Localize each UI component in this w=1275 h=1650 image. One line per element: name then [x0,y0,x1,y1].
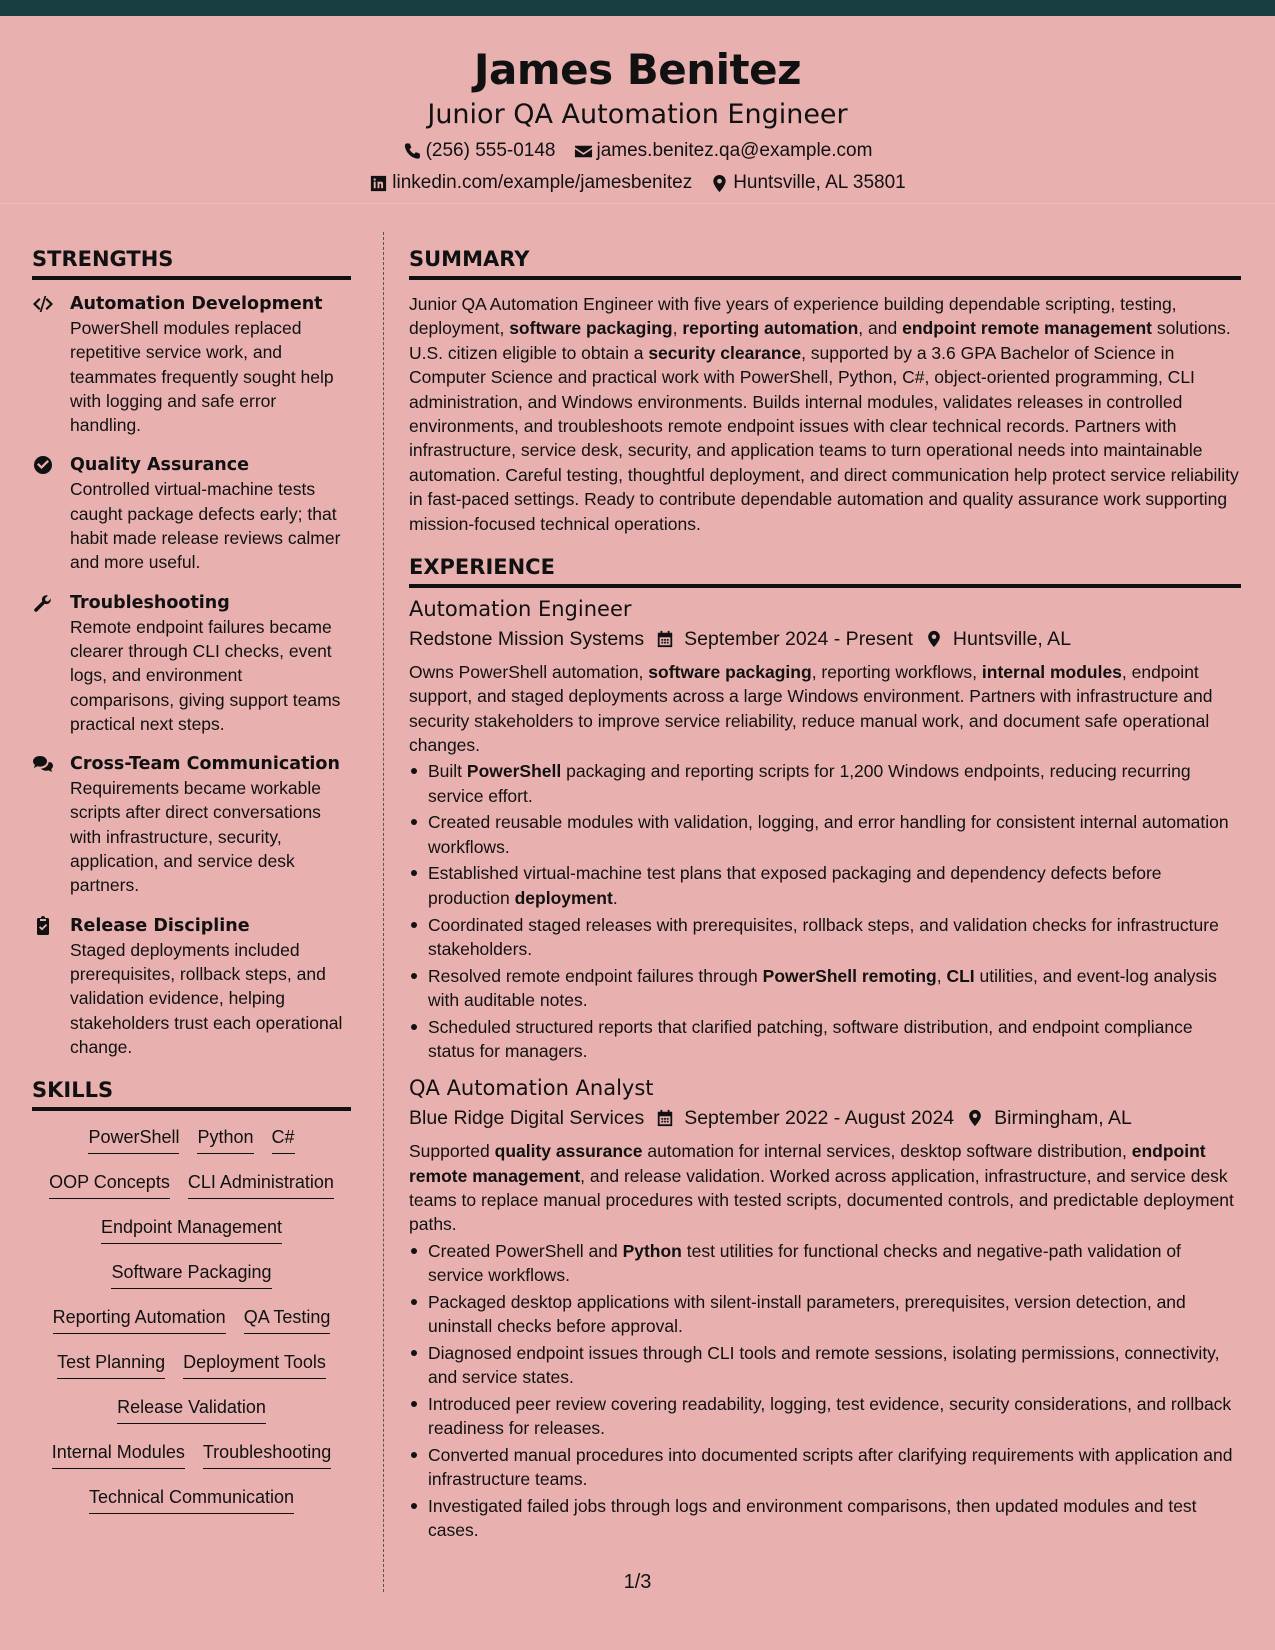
contact-email[interactable] [574,140,873,162]
job-location [925,624,1071,654]
linkedin-icon [369,174,388,193]
job-dates [656,1103,954,1133]
strength-description: PowerShell modules replaced repetitive service work, and teammates frequently sought help with logging and safe error handling. [70,318,334,436]
skills-heading: SKILLS [32,1075,351,1111]
job-bullets [409,759,1241,1063]
strength-body [70,292,351,437]
skill-tag: QA Testing [244,1305,331,1334]
bullet-item [409,759,1241,808]
skill-tag: PowerShell [88,1125,179,1154]
experience-heading: EXPERIENCE [409,552,1241,588]
text-run: , and release validation. Worked across application, infrastructure, and service desk teams to replace manual procedures with tested scripts, documented controls, and predictable deployment paths. [409,1165,1234,1235]
skill-tag: Troubleshooting [203,1440,331,1469]
text-run: packaging and reporting scripts for 1,200 Windows endpoints, reducing recurring service effort. [428,761,1191,806]
map-pin-icon [925,629,943,649]
left-column [32,244,351,1530]
skill-row [32,1440,351,1485]
skill-row [32,1215,351,1260]
emphasis-text: software packaging [509,318,673,339]
jobs-list [409,594,1241,1543]
skill-tag: Endpoint Management [101,1215,282,1244]
strength-description: Staged deployments included prerequisites, rollback steps, and validation evidence, helping stakeholders trust each operational change. [70,939,343,1057]
job-title: Automation Engineer [409,597,632,622]
strength-description: Remote endpoint failures became clearer through CLI checks, event logs, and environment comparisons, giving support teams practical next steps. [70,616,341,734]
emphasis-text: PowerShell remoting [762,965,937,986]
bullet-item [409,1239,1241,1288]
resume-header [0,16,1275,204]
skill-tag: Technical Communication [89,1485,294,1514]
strength-description: Requirements became workable scripts after direct conversations with infrastructure, security, application, and service desk partners. [70,778,321,896]
skill-row [32,1305,351,1350]
strength-title: Cross-Team Communication [70,754,340,775]
emphasis-text: quality assurance [494,1141,643,1162]
candidate-role: Junior QA Automation Engineer [427,99,848,130]
text-run: test utilities for functional checks and negative-path validation of service workflows. [428,1240,1181,1285]
job-description [409,1139,1241,1236]
phone-text: (256) 555-0148 [425,140,556,161]
skill-tag: Internal Modules [52,1440,185,1469]
location-text: Huntsville, AL 35801 [733,172,906,193]
job-meta [409,624,1241,654]
strength-title: Quality Assurance [70,455,249,476]
skill-row [32,1395,351,1440]
bullet-item [409,861,1241,910]
text-run: solutions. U.S. citizen eligible to obtain a [409,318,1231,363]
job-entry [409,594,1241,1063]
bullet-item [409,964,1241,1013]
text-run: Established virtual-machine test plans that exposed packaging and dependency defects before production [428,863,1162,908]
linkedin-text[interactable]: linkedin.com/example/jamesbenitez [392,172,693,193]
calendar-icon [656,1108,674,1128]
text-run: automation for internal services, desktop software distribution, [642,1141,1132,1162]
text-run: Investigated failed jobs through logs and environment comparisons, then updated modules and test cases. [428,1495,1197,1541]
summary-text [409,292,1241,536]
strength-body [70,591,351,736]
strength-item [32,752,351,897]
bullet-item [409,1341,1241,1390]
emphasis-text: internal modules [981,662,1122,683]
page-number: 1/3 [623,1571,652,1593]
skill-tag: Reporting Automation [53,1305,226,1334]
skill-tag: Release Validation [117,1395,266,1424]
emphasis-text: security clearance [648,342,802,363]
skill-tag: C# [272,1125,295,1154]
bullet-item [409,913,1241,962]
skill-row [32,1125,351,1170]
text-run: Coordinated staged releases with prerequisites, rollback steps, and validation checks for infrastructure stakeholders. [428,914,1219,959]
calendar-icon [656,629,674,649]
text-run: , [672,318,683,339]
job-title: QA Automation Analyst [409,1076,654,1101]
bullet-item [409,1290,1241,1339]
skill-tag: Software Packaging [111,1260,271,1289]
job-location-text: Huntsville, AL [952,628,1072,651]
candidate-name: James Benitez [473,45,802,94]
strength-title: Troubleshooting [70,592,230,613]
text-run: Built [428,761,467,782]
comments-icon [32,752,70,897]
contact-row-2 [0,172,1275,194]
bullet-item [409,1494,1241,1543]
job-location [966,1103,1132,1133]
bullet-item [409,810,1241,859]
strength-title: Release Discipline [70,915,250,936]
emphasis-text: reporting automation [682,318,859,339]
text-run: , [936,965,947,986]
skill-tag: Deployment Tools [183,1350,326,1379]
job-company: Redstone Mission Systems [409,628,645,651]
bullet-item [409,1392,1241,1441]
job-dates-text: September 2024 - Present [684,628,913,651]
strengths-list [32,292,351,1059]
envelope-icon [574,142,593,161]
emphasis-text: endpoint remote management [902,318,1152,339]
strengths-heading: STRENGTHS [32,244,351,280]
check-circle-icon [32,453,70,574]
bullet-item [409,1443,1241,1492]
strength-body [70,453,351,574]
skill-tag: Python [197,1125,253,1154]
text-run: . [612,887,618,908]
code-icon [32,292,70,437]
job-bullets [409,1239,1241,1543]
job-dates-text: September 2022 - August 2024 [684,1107,955,1130]
skill-tag: OOP Concepts [49,1170,170,1199]
email-text[interactable]: james.benitez.qa@example.com [596,140,873,161]
wrench-icon [32,591,70,736]
contact-location [710,172,906,194]
phone-icon [403,142,422,161]
summary-heading: SUMMARY [409,244,1241,280]
skill-row [32,1485,351,1530]
map-pin-icon [966,1108,984,1128]
skill-tag: CLI Administration [188,1170,334,1199]
strength-description: Controlled virtual-machine tests caught package defects early; that habit made release reviews calmer and more useful. [70,479,341,573]
text-run: Owns PowerShell automation, [409,662,649,683]
emphasis-text: software packaging [648,662,812,683]
text-run: , and [858,318,903,339]
emphasis-text: endpoint remote management [409,1141,1206,1186]
emphasis-text: deployment [514,887,613,908]
job-description [409,660,1241,757]
text-run: Introduced peer review covering readability, logging, test evidence, security considerations, and rollback readiness for releases. [428,1393,1232,1439]
skill-row [32,1170,351,1215]
column-divider [383,232,384,1592]
job-location-text: Birmingham, AL [994,1107,1132,1130]
text-run: utilities, and event-log analysis with auditable notes. [428,965,1217,1010]
emphasis-text: PowerShell [466,761,562,782]
job-company: Blue Ridge Digital Services [409,1107,645,1130]
strength-body [70,914,351,1059]
contact-phone [403,140,556,162]
skills-list [32,1123,351,1530]
job-entry [409,1073,1241,1542]
skill-tag: Test Planning [57,1350,165,1379]
text-run: Scheduled structured reports that clarified patching, software distribution, and endpoint compliance status for managers. [428,1016,1193,1062]
text-run: Created reusable modules with validation, logging, and error handling for consistent internal automation workflows. [428,812,1229,857]
text-run: Junior QA Automation Engineer with five years of experience building dependable scripting, testing, deployment, [409,294,1177,339]
job-dates [656,624,913,654]
strength-item [32,591,351,736]
bullet-item [409,1015,1241,1064]
text-run: , endpoint support, and staged deployments across a large Windows environment. Partners with infrastructure and security stakeholders to improve service reliability, reduce manual work, and document safe operational changes. [409,662,1213,755]
contact-linkedin[interactable] [369,172,692,194]
text-run: Diagnosed endpoint issues through CLI tools and remote sessions, isolating permissions, connectivity, and service states. [428,1342,1220,1387]
skill-row [32,1260,351,1305]
strength-body [70,752,351,897]
emphasis-text: CLI [946,965,975,986]
text-run: Packaged desktop applications with silent-install parameters, prerequisites, version detection, and uninstall checks before approval. [428,1291,1186,1336]
strength-item [32,914,351,1059]
strength-title: Automation Development [70,294,323,314]
strength-item [32,453,351,574]
text-run: , supported by a 3.6 GPA Bachelor of Science in Computer Science and practical work with PowerShell, Python, C#, object-oriented programming, CLI administration, and Windows environments. Builds internal modules, validates releases in controlled environments, and troubleshoots remote endpoint issues with clear technical records. Partners with infrastructure, service desk, security, and application teams to turn operational needs into maintainable automation. Careful testing, thoughtful deployment, and direct communication help protect service reliability in fast-paced settings. Ready to contribute dependable automation and quality assurance work supporting mission-focused technical operations. [409,342,1239,534]
right-column [409,244,1241,1553]
map-pin-icon [710,174,729,193]
text-run: Created PowerShell and [428,1240,623,1261]
text-run: Resolved remote endpoint failures through [428,965,763,986]
contact-row-1 [0,140,1275,162]
skill-row [32,1350,351,1395]
text-run: Converted manual procedures into documented scripts after clarifying requirements with application and infrastructure teams. [428,1444,1233,1490]
emphasis-text: Python [622,1240,682,1261]
text-run: Supported [409,1141,495,1162]
job-meta [409,1103,1241,1133]
top-accent-bar [0,0,1275,16]
clipboard-check-icon [32,914,70,1059]
strength-item [32,292,351,437]
text-run: , reporting workflows, [811,662,982,683]
